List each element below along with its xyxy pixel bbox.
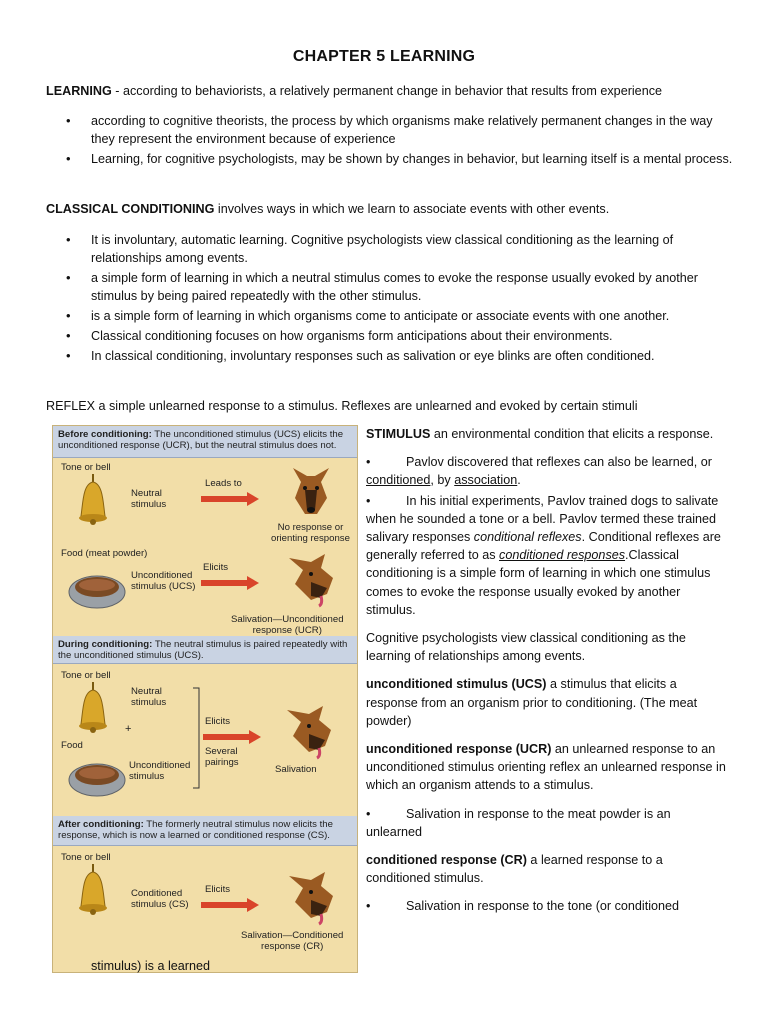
food-bowl-icon [67, 750, 127, 800]
continued-text: stimulus) is a learned [91, 959, 210, 973]
before-conditioning-header: Before conditioning: The unconditioned stimulus (UCS) elicits the unconditioned response (UCR), but the neutral stimulus does not. [53, 426, 357, 458]
cr-definition: conditioned response (CR) a learned response to a conditioned stimulus. [366, 853, 663, 886]
food-label: Food [61, 740, 83, 751]
classical-term: CLASSICAL CONDITIONING [46, 202, 215, 216]
pavlov-paragraph-1: • Pavlov discovered that reflexes can also be learned, or conditioned, by association. [366, 455, 712, 488]
list-item: • Learning, for cognitive psychologists, may be shown by changes in behavior, but learning itself is a mental process. [46, 150, 736, 168]
list-item: • In classical conditioning, involuntary responses such as salivation or eye blinks are often conditioned. [46, 347, 736, 365]
arrow-icon [201, 492, 261, 506]
salivation-meat-bullet: • Salivation in response to the meat powder is an unlearned [366, 806, 671, 839]
after-panel [53, 846, 357, 972]
tone-label: Tone or bell [61, 852, 111, 863]
list-item: • according to cognitive theorists, the process by which organisms make relatively permanent changes in the way they represent the environment because of experience [46, 112, 736, 148]
food-label: Food (meat powder) [61, 548, 148, 559]
ucs-label: Unconditioned stimulus (UCS) [131, 570, 196, 592]
learning-definition [46, 82, 736, 100]
ucs-definition: unconditioned stimulus (UCS) a stimulus that elicits a response from an organism prior to conditioning. (The meat powder) [366, 677, 698, 728]
stimulus-definition: STIMULUS an environmental condition that elicits a response. [366, 427, 714, 441]
list-item: • is a simple form of learning in which organisms come to anticipate or associate events with one another. [46, 307, 736, 325]
salivating-dog-icon [279, 700, 339, 760]
cs-label: Conditioned stimulus (CS) [131, 888, 189, 910]
neutral-stimulus-label: Neutral stimulus [131, 488, 167, 510]
ucr-label: Salivation—Unconditioned response (UCR) [231, 614, 344, 636]
arrow-icon [203, 730, 263, 744]
ucr-definition: unconditioned response (UCR) an unlearned response to an unconditioned stimulus orienting reflex an unlearned response in which an organism attends to a stimulus. [366, 742, 726, 793]
dog-icon [281, 460, 341, 520]
bell-icon [71, 862, 115, 924]
bell-icon [71, 472, 115, 534]
tone-label: Tone or bell [61, 462, 111, 473]
cr-label: Salivation—Conditioned response (CR) [241, 930, 344, 952]
list-item: • a simple form of learning in which a neutral stimulus comes to evoke the response usually evoked by another stimulus by being paired repeatedly with the other stimulus. [46, 269, 736, 305]
before-panel [53, 458, 357, 638]
elicits-label: Elicits [203, 562, 229, 573]
classical-conditioning-definition [46, 200, 736, 218]
elicits-label: Elicits [205, 716, 231, 727]
salivation-label: Salivation [275, 764, 317, 775]
food-bowl-icon [67, 562, 127, 612]
after-conditioning-header: After conditioning: The formerly neutral stimulus now elicits the response, which is now a learned or conditioned response (CS). [53, 816, 357, 846]
plus-sign: + [125, 723, 132, 735]
list-item: • Classical conditioning focuses on how organisms form anticipations about their environments. [46, 327, 736, 345]
pavlov-paragraph-2: • In his initial experiments, Pavlov trained dogs to salivate when he sounded a tone or a bell. Pavlov termed these trained salivary responses conditional reflexes. Conditional reflexes are generally referred to as conditioned responses.Classical conditioning is a simple form of learning in which one stimulus comes to evoke the response usually evoked by another stimulus. [366, 493, 721, 617]
right-column [366, 425, 728, 926]
bracket-icon [191, 686, 203, 790]
learning-term: LEARNING [46, 84, 112, 98]
page-title: CHAPTER 5 LEARNING [292, 48, 476, 65]
cognitive-paragraph: Cognitive psychologists view classical conditioning as the learning of relationships among events. [366, 631, 686, 664]
list-item: • It is involuntary, automatic learning. Cognitive psychologists view classical conditioning as the learning of relationships among events. [46, 231, 736, 267]
learning-bullet-list [46, 112, 736, 170]
tone-label: Tone or bell [61, 670, 111, 681]
conditioning-figure [52, 425, 358, 973]
reflex-definition: REFLEX a simple unlearned response to a stimulus. Reflexes are unlearned and evoked by certain stimuli [46, 399, 638, 413]
classical-definition-text: involves ways in which we learn to associate events with other events. [214, 202, 610, 216]
several-pairings-label: Several pairings [205, 746, 239, 768]
arrow-icon [201, 898, 261, 912]
learning-definition-text: - according to behaviorists, a relatively permanent change in behavior that results from experience [111, 84, 662, 98]
leads-to-label: Leads to [205, 478, 242, 489]
salivating-dog-icon [281, 866, 341, 926]
bell-icon [71, 680, 115, 742]
neutral-stimulus-label: Neutral stimulus [131, 686, 167, 708]
unconditioned-stimulus-label: Unconditioned stimulus [129, 760, 191, 782]
classical-bullet-list [46, 231, 736, 367]
salivation-tone-bullet: • Salivation in response to the tone (or conditioned [366, 899, 680, 914]
salivating-dog-icon [281, 548, 341, 608]
no-response-label: No response or orienting response [271, 522, 350, 544]
during-panel [53, 664, 357, 816]
arrow-icon [201, 576, 261, 590]
during-conditioning-header: During conditioning: The neutral stimulus is paired repeatedly with the unconditioned stimulus (UCS). [53, 636, 357, 664]
elicits-label: Elicits [205, 884, 231, 895]
